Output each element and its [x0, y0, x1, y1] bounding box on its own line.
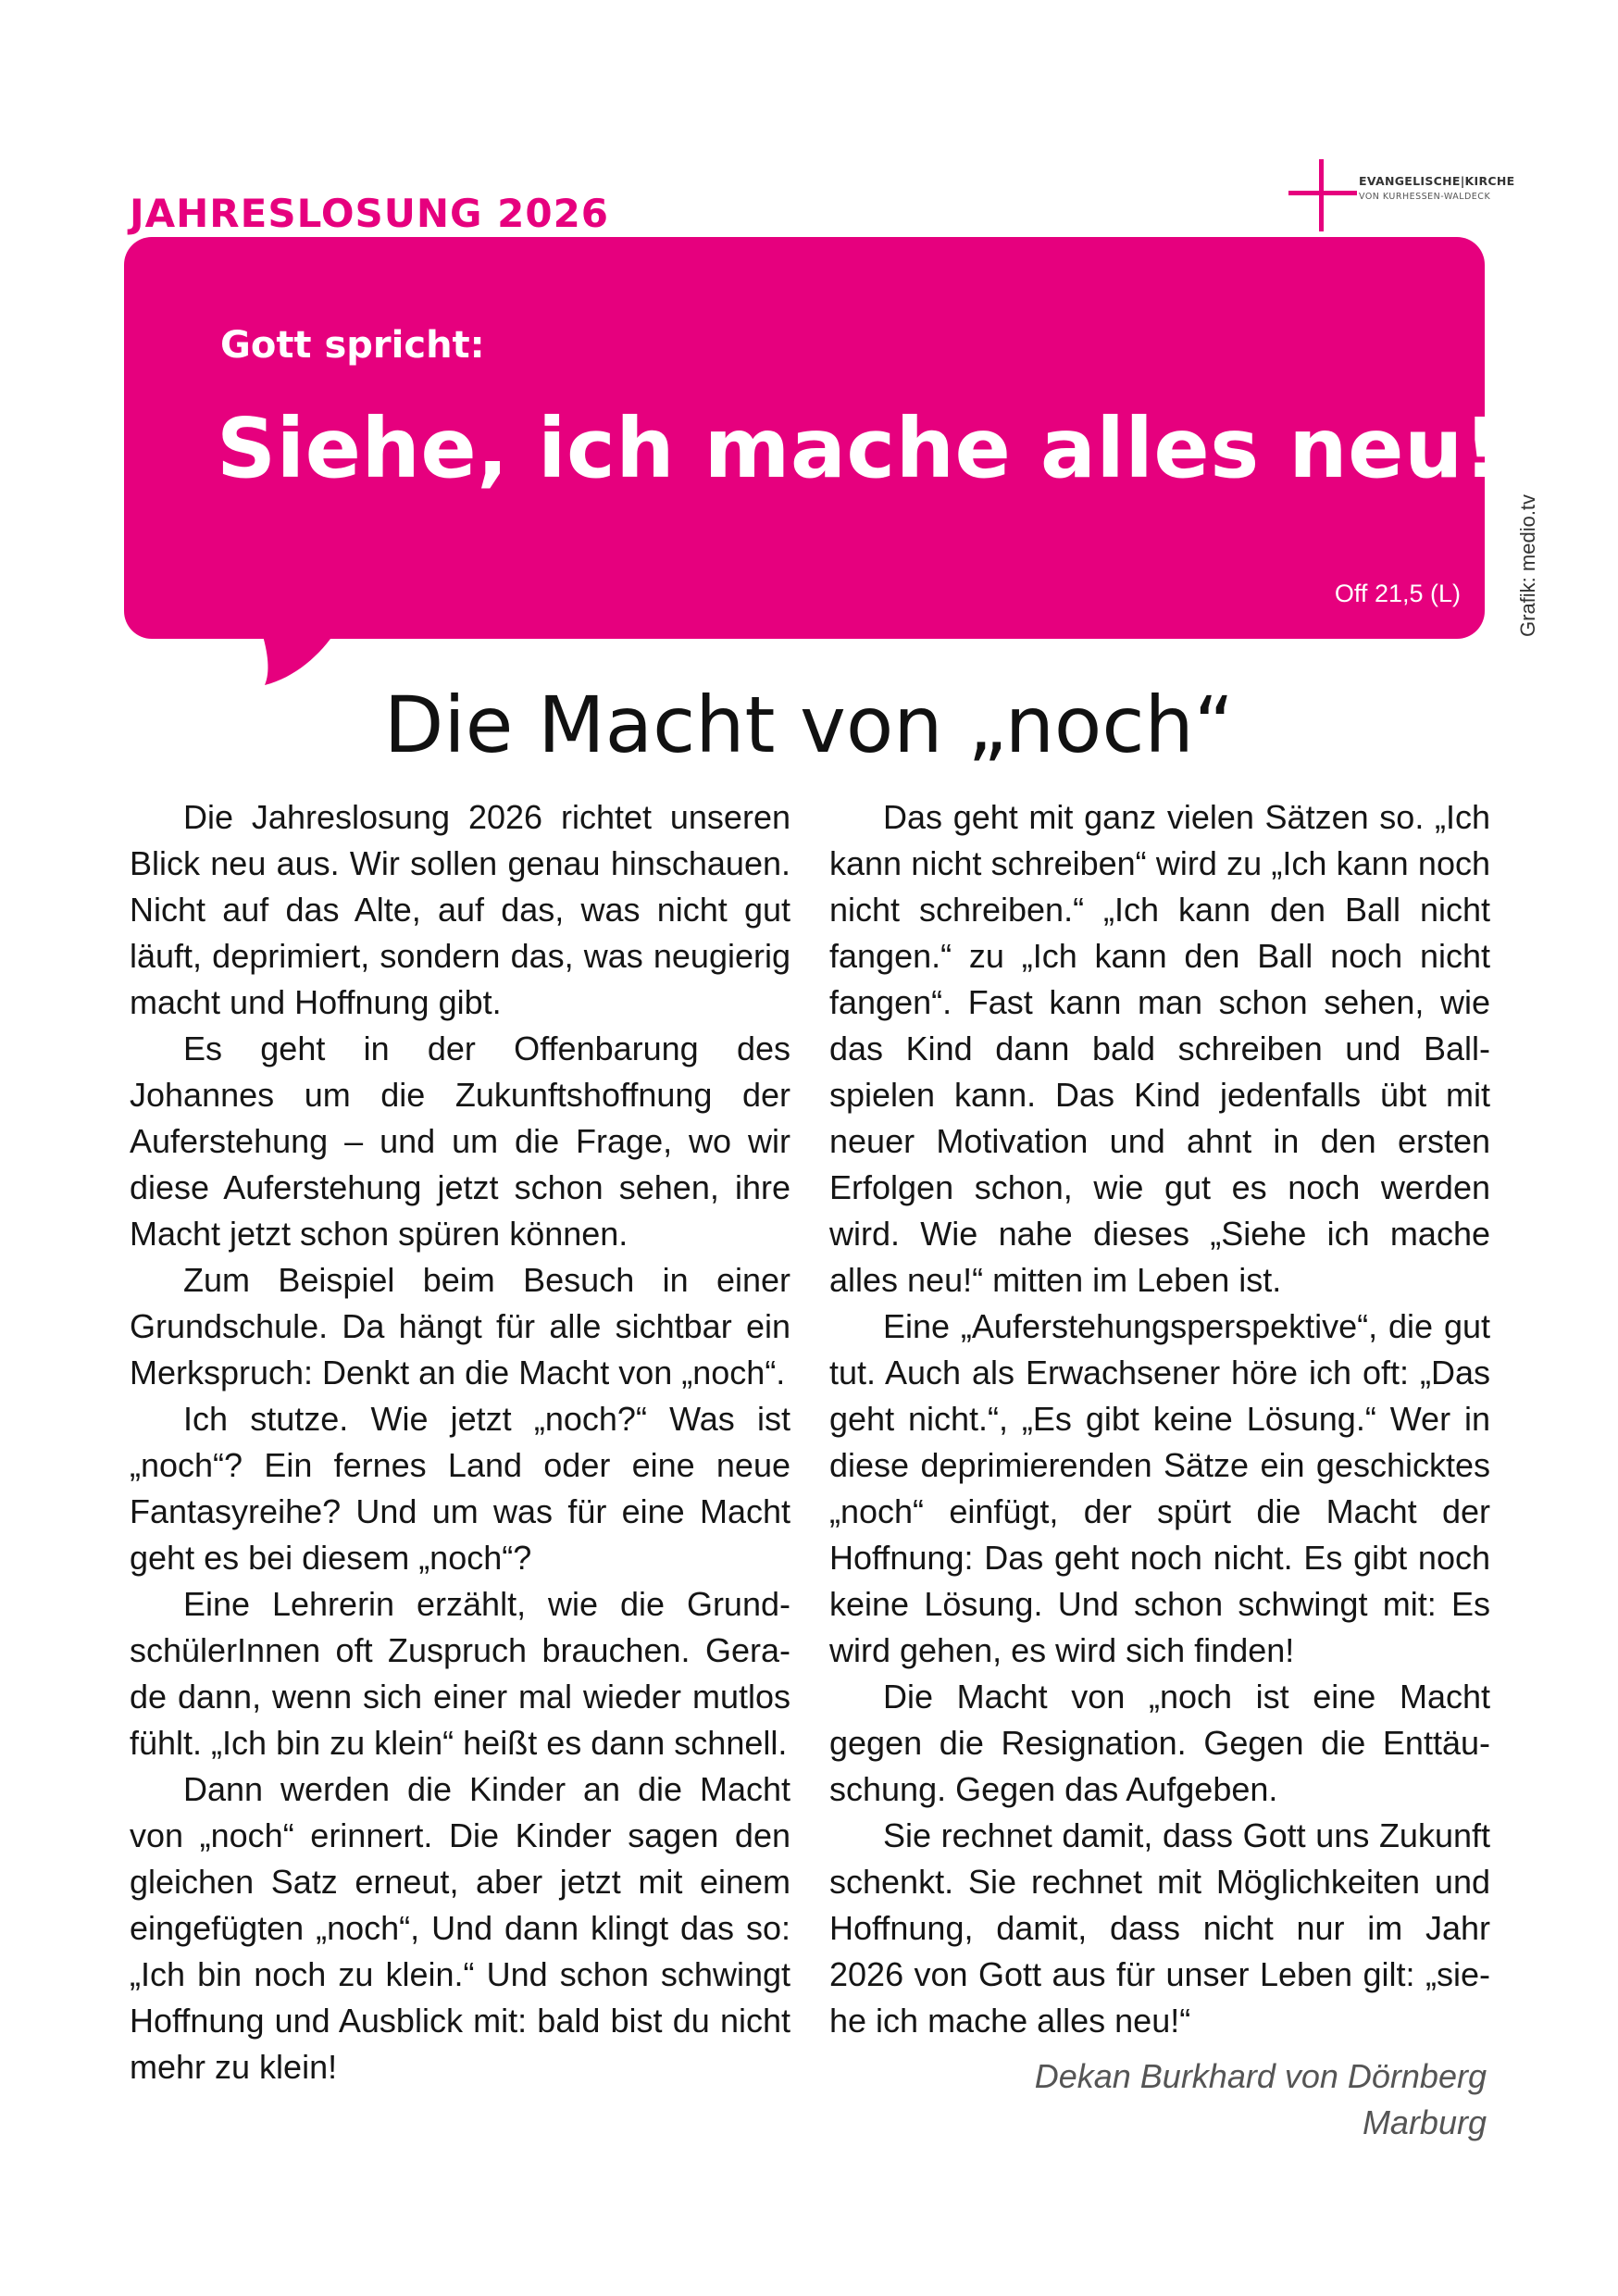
paragraph: Ich stutze. Wie jetzt „noch?“ Was ist „noch“? Ein fernes Land oder eine neue Fantasyreihe? Und um was für eine Macht geht es bei diesem „noch“? [130, 1400, 790, 1577]
author-signature [1035, 2053, 1487, 2146]
paragraph: Sie rechnet damit, dass Gott uns Zukunft schenkt. Sie rechnet mit Möglichkeiten und Hoffnung, damit, dass nicht nur im Jahr 2026 von Gott aus für unser Leben gilt: „siehe ich mache alles neu!“ [829, 1816, 1490, 2040]
paragraph: Eine „Auferstehungsperspektive“, die gut tut. Auch als Erwachsener höre ich oft: „Das geht nicht.“, „Es gibt keine Lösung.“ Wer in diese deprimierenden Sätze ein geschicktes „noch“ einfügt, der spürt die Macht der Hoffnung: Das geht noch nicht. Es gibt noch keine Lösung. Und schon schwingt mit: Es wird gehen, es wird sich finden! [829, 1307, 1490, 1669]
paragraph: Das geht mit ganz vielen Sätzen so. „Ich kann nicht schreiben“ wird zu „Ich kann noch nicht schreiben.“ „Ich kann den Ball nicht fangen.“ zu „Ich kann den Ball noch nicht fangen“. Fast kann man schon sehen, wie das Kind dann bald schreiben und Ballspielen kann. Das Kind jedenfalls übt mit neuer Motivation und ahnt in den ersten Erfolgen schon, wie gut es noch werden wird. Wie nahe dieses „Siehe ich mache alles neu!“ mitten im Leben ist. [829, 798, 1490, 1299]
paragraph: Zum Beispiel beim Besuch in einer Grundschule. Da hängt für alle sichtbar ein Merkspruch: Denkt an die Macht von „noch“. [130, 1261, 790, 1391]
paragraph: Es geht in der Offenbarung des Johannes um die Zukunftshoffnung der Auferstehung – und um die Frage, wo wir diese Auferstehung jetzt schon sehen, ihre Macht jetzt schon spüren können. [130, 1029, 790, 1253]
kicker-title: JAHRESLOSUNG 2026 [130, 191, 610, 236]
logo-subtitle: VON KURHESSEN-WALDECK [1359, 192, 1491, 202]
paragraph: Die Jahreslosung 2026 richtet unseren Blick neu aus. Wir sollen genau hinschauen. Nicht auf das Alte, auf das, was nicht gut läuft, deprimiert, sondern das, was neugierig macht und Hoffnung gibt. [130, 798, 790, 1021]
paragraph: Die Macht von „noch ist eine Macht gegen die Resignation. Gegen die Enttäuschung. Gegen das Aufgeben. [829, 1678, 1490, 1808]
paragraph: Eine Lehrerin erzählt, wie die GrundschülerInnen oft Zuspruch brauchen. Gerade dann, wenn sich einer mal wieder mutlos fühlt. „Ich bin zu klein“ heißt es dann schnell. [130, 1585, 790, 1762]
image-credit: Grafik: medio.tv [1516, 493, 1539, 637]
verse-text: Siehe, ich mache alles neu! [217, 400, 1501, 496]
verse-intro: Gott spricht: [220, 324, 485, 367]
logo-name: EVANGELISCHE|KIRCHE [1359, 174, 1515, 188]
article-column-right [829, 794, 1490, 2044]
author-name: Dekan Burkhard von Dörnberg [1034, 2057, 1487, 2095]
verse-banner [0, 0, 1618, 704]
paragraph: Dann werden die Kinder an die Macht von „noch“ erinnert. Die Kinder sagen den gleichen Satz erneut, aber jetzt mit einem eingefügten „noch“, Und dann klingt das so: „Ich bin noch zu klein.“ Und schon schwingt Hoffnung und Ausblick mit: bald bist du nicht mehr zu klein! [130, 1770, 790, 2086]
verse-reference: Off 21,5 (L) [1334, 580, 1461, 607]
article-headline: Die Macht von „noch“ [383, 680, 1235, 770]
article-column-left [130, 794, 790, 2090]
author-location: Marburg [1362, 2103, 1487, 2141]
